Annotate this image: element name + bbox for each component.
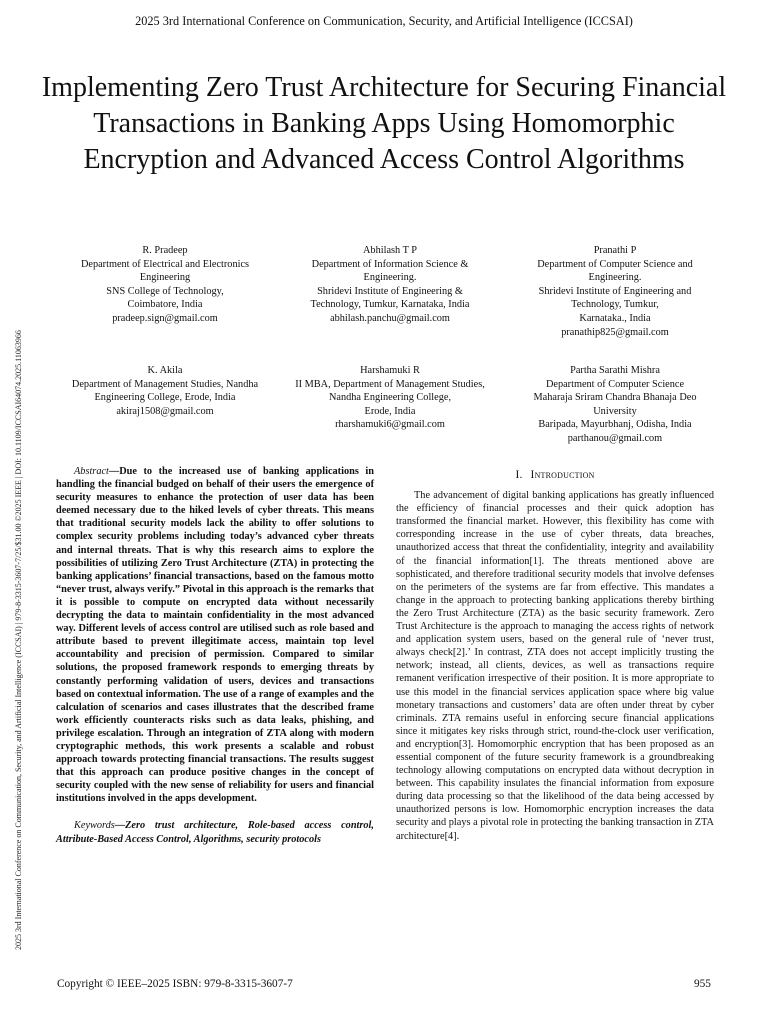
side-doi-banner: 2025 3rd International Conference on Communication, Security, and Artificial Intelligence (ICCSAI) | 979-8-3315-3607-7/25/$31.00 ©2025 IEEE | DOI: 10.1109/ICCSAI64074.2025.11063966 <box>14 330 23 950</box>
author-line: II MBA, Department of Management Studies, <box>295 378 485 390</box>
keywords-text: —Zero trust architecture, Role-based access control, Attribute-Based Access Control, Algorithms, security protocols <box>56 820 374 845</box>
author-line: Engineering College, Erode, India <box>94 392 236 404</box>
footer-copyright: Copyright © IEEE–2025 ISBN: 979-8-3315-3607-7 <box>57 978 293 990</box>
author-line: Partha Sarathi Mishra <box>570 365 660 376</box>
abstract-lead: Abstract <box>74 466 109 477</box>
author-email: pranathip825@gmail.com <box>561 326 669 338</box>
author-line: Department of Computer Science <box>545 378 685 390</box>
author-line: Shridevi Institute of Engineering and <box>538 285 692 297</box>
author-block <box>55 364 275 446</box>
author-line: Abhilash T P <box>363 245 417 256</box>
author-block <box>55 244 275 339</box>
author-line: Karnataka., India <box>579 312 651 324</box>
author-email: akiraj1508@gmail.com <box>116 405 214 417</box>
abstract-text: —Due to the increased use of banking applications in handling the financial budged on behalf of their users the emergence of security measures to enhance the protection of user data has been deemed necessary due to the hiked levels of cyber threats. This means that traditional security models lack the ability to offer solutions to complex security problems including today’s advanced cyber threats and internal threats. That is why this research aims to explore the possibilities of utilizing Zero Trust Architecture (ZTA) in protecting the banking applications’ financial transactions, based on the famous motto “never trust, always verify.” Pivotal in this approach is the remarks that it is possible to compute on encrypted data without necessarily decrypting the data to maintain confidentiality in the most advanced way. Different levels of access control are utilised such as role based and attribute based to prevent illegitimate access, maintain top level accountability and precision of permission. Compared to similar solutions, the proposed framework responds to emerging threats by constantly performing validation of users, devices and transactions based on contextual information. The use of a range of examples and the calculation of scenarios and cases illustrates that the described frame work efficiently counteracts risks such as data leaks, phishing, and privilege escalation. Through an integration of ZTA along with modern cryptographic methods, this work presents a scalable and robust approach towards protecting financial transactions. The results suggest that this approach can produce positive changes in the concept of security coupled with the new sense of reliability for users and financial institutions involved in the apps development. <box>56 466 374 805</box>
section-title: Introduction <box>530 469 595 481</box>
author-line: Engineering <box>139 272 191 284</box>
author-line: Department of Information Science & <box>311 258 469 270</box>
author-line: Shridevi Institute of Engineering & <box>317 285 463 297</box>
author-line: Coimbatore, India <box>127 299 203 311</box>
author-email: pradeep.sign@gmail.com <box>112 312 218 324</box>
author-line: Baripada, Mayurbhanj, Odisha, India <box>538 419 692 431</box>
author-email: rharshamuki6@gmail.com <box>335 419 445 431</box>
author-line: Department of Electrical and Electronics <box>80 258 250 270</box>
author-line: Harshamuki R <box>360 365 420 376</box>
author-block <box>505 244 725 339</box>
author-line: Technology, Tumkur, <box>571 299 659 311</box>
keywords <box>56 819 374 845</box>
author-block <box>280 364 500 446</box>
author-line: Nandha Engineering College, <box>328 392 452 404</box>
author-line: Engineering. <box>588 272 642 284</box>
author-line: Technology, Tumkur, Karnataka, India <box>310 299 470 311</box>
right-column <box>396 469 714 843</box>
author-line: R. Pradeep <box>142 245 188 256</box>
author-line: Pranathi P <box>593 245 637 256</box>
author-line: Department of Computer Science and <box>537 258 693 270</box>
author-line: Engineering. <box>363 272 417 284</box>
author-line: SNS College of Technology, <box>106 285 224 297</box>
left-column <box>56 465 374 846</box>
abstract <box>56 465 374 805</box>
author-line: K. Akila <box>147 365 183 376</box>
author-block <box>280 244 500 339</box>
author-block <box>505 364 725 446</box>
author-line: University <box>593 405 637 417</box>
author-line: Maharaja Sriram Chandra Bhanaja Deo <box>533 392 697 404</box>
author-row-1 <box>55 244 725 339</box>
author-email: parthanou@gmail.com <box>567 432 663 444</box>
intro-paragraph: The advancement of digital banking applications has greatly influenced the efficiency of financial processes and their quick adoption has transformed the financial market. However, this flexibility has come with corresponding increase in the use of cyber threats, data breaches, unauthorized access that threat the confidentiality, integrity and availability of the financial information[1]. The threats mentioned above are sophisticated, and therefore traditional security models that involve defenses on the perimeters of the systems are far from effective. This mandates a change in the approach to protecting banking applications thereby birthing the Zero Trust Architecture (ZTA) as the basic security framework. Zero Trust Architecture is the approach to managing the access rights of network and application system users, based on the general rule of ‘never trust, always check[2].’ In contrast, ZTA does not accept implicitly trusting the network; instead, all clients, devices, as well as transactions require remanent verification irrespective of their position. It is more appropriate to use this model in the financial services application space where big value monetary transactions and customers’ data are often under threat by cyber criminals. ZTA remains useful in enforcing secure financial applications since it mitigates key risks through strict, round-the-clock user verification, and encryption[3]. Homomorphic encryption that has been proposed as an essential component of the future security framework is a groundbreaking technology allowing computations on encrypted data without decryption in between. This capability insulates the financial information from exposure during data processing so that the likelihood of the data being accessed by unauthorized persons is low. Homomorphic encryption increases the data security and plays a pivotal role in protecting the banking transaction in ZTA architecture[4]. <box>396 490 714 842</box>
author-line: Department of Management Studies, Nandha <box>71 378 259 390</box>
conference-header: 2025 3rd International Conference on Communication, Security, and Artificial Intelligence (ICCSAI) <box>135 14 633 28</box>
section-number: I. <box>515 469 523 481</box>
page-number: 955 <box>694 978 711 990</box>
author-email: abhilash.panchu@gmail.com <box>330 312 450 324</box>
keywords-lead: Keywords <box>74 820 115 832</box>
paper-title: Implementing Zero Trust Architecture for Securing Financial Transactions in Banking Apps Using Homomorphic Encryption and Advanced Access Control Algorithms <box>41 72 727 175</box>
section-heading-introduction <box>396 469 714 482</box>
author-row-2 <box>55 364 725 446</box>
author-line: Erode, India <box>364 405 416 417</box>
